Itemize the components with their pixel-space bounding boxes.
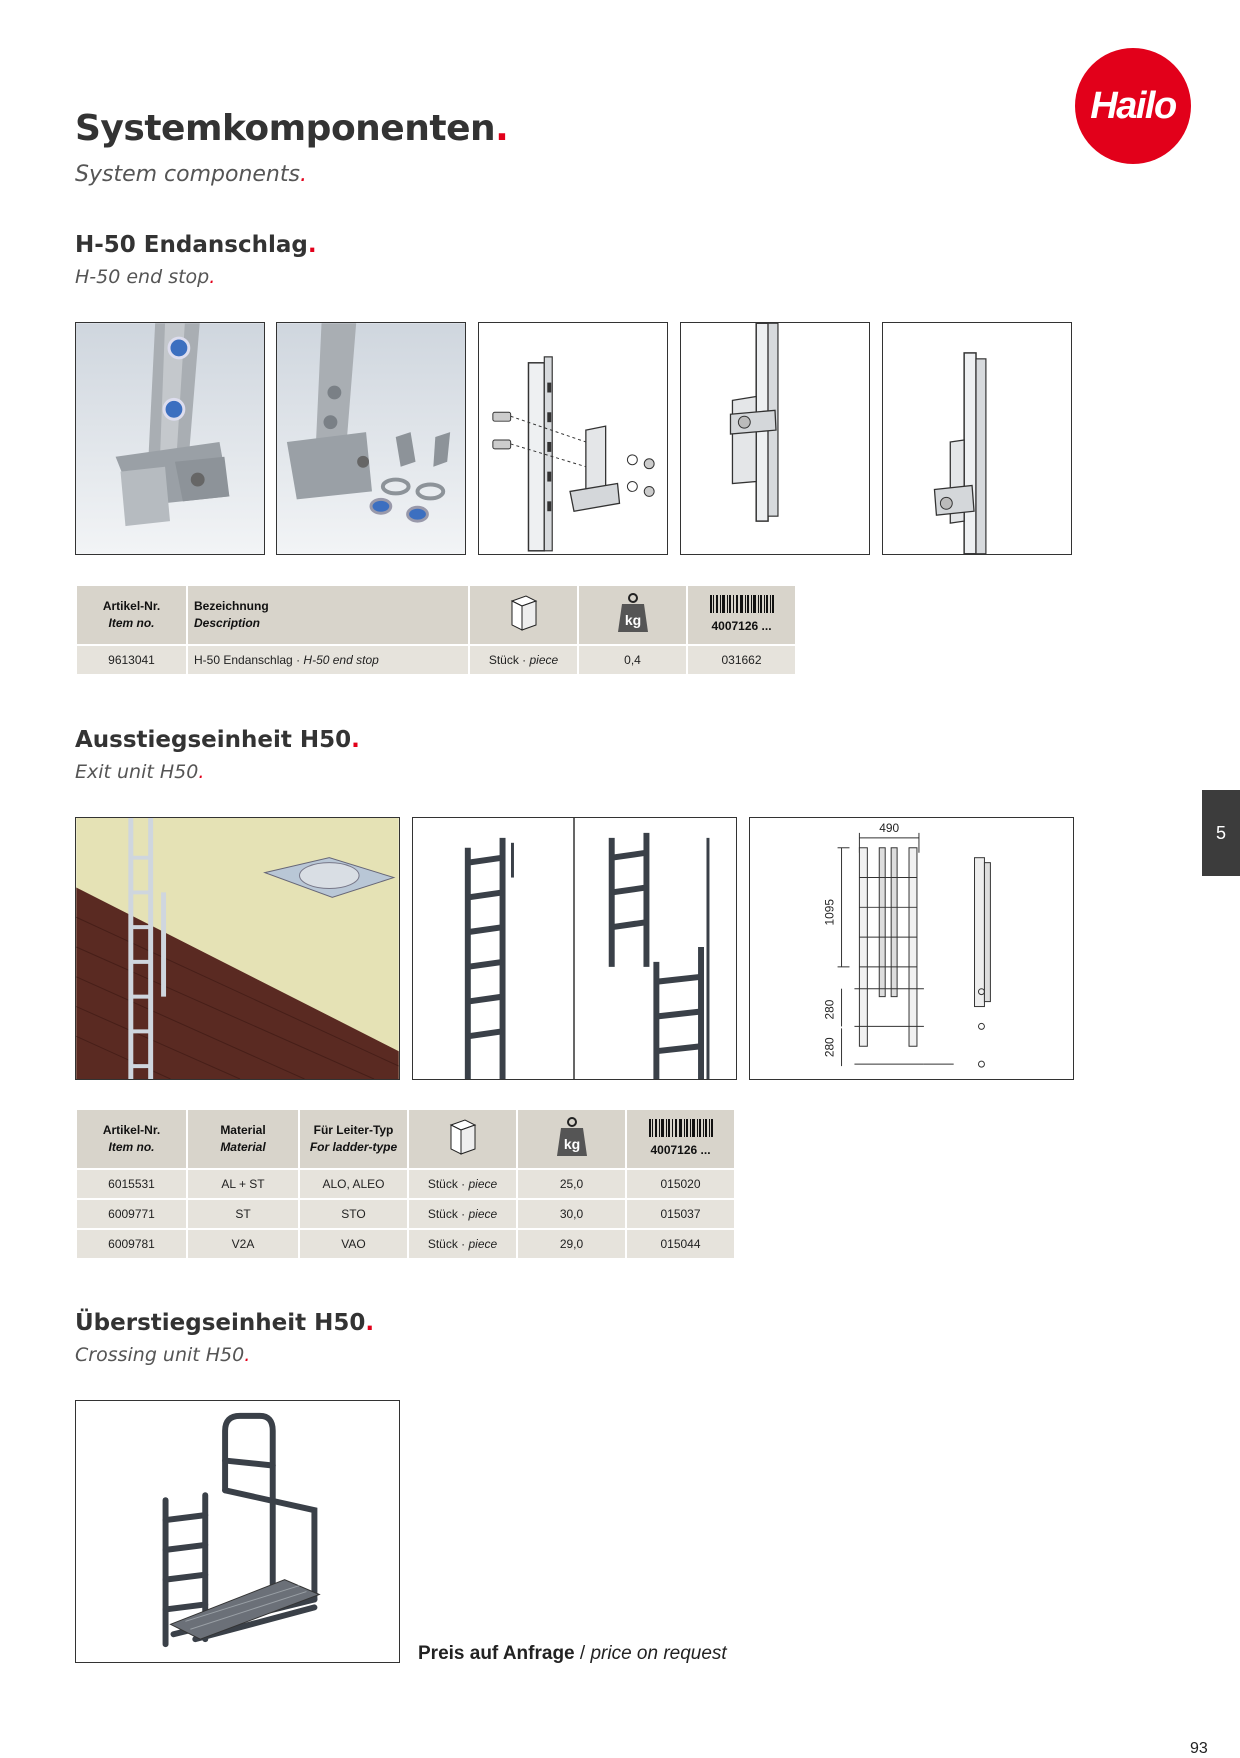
end-stop-drawing-mounted (680, 322, 870, 555)
exit-unit-drawings (412, 817, 737, 1080)
col-ean: 4007126 ... (627, 1110, 734, 1168)
end-stop-drawing-final (882, 322, 1072, 555)
barcode-icon (649, 1119, 713, 1137)
col-weight (579, 586, 686, 644)
page-title: Systemkomponenten. (75, 108, 509, 149)
cell-unit: Stück · piece (409, 1200, 516, 1228)
end-stop-table (75, 584, 797, 676)
cell-ladder-type: ALO, ALEO (300, 1170, 407, 1198)
cell-item-no: 6009771 (77, 1200, 186, 1228)
cell-ladder-type: VAO (300, 1230, 407, 1258)
cell-unit: Stück · piece (409, 1170, 516, 1198)
chapter-tab[interactable]: 5 (1202, 790, 1240, 876)
price-note: Preis auf Anfrage / price on request (418, 1643, 727, 1664)
cell-material: AL + ST (188, 1170, 298, 1198)
col-item-no: Artikel-Nr. Item no. (77, 586, 186, 644)
table-row (77, 1170, 734, 1198)
cell-material: V2A (188, 1230, 298, 1258)
col-item-no: Artikel-Nr. Item no. (77, 1110, 186, 1168)
cell-ean: 015037 (627, 1200, 734, 1228)
page-subtitle: System components. (75, 162, 307, 187)
cell-ladder-type: STO (300, 1200, 407, 1228)
dim-width: 490 (879, 820, 900, 835)
col-weight (518, 1110, 625, 1168)
dim-step-2: 280 (822, 1037, 837, 1058)
table-row (77, 1230, 734, 1258)
exit-unit-illustration (75, 817, 400, 1080)
cell-ean: 031662 (688, 646, 795, 674)
page-number: 93 (1190, 1740, 1208, 1757)
table-row (77, 1200, 734, 1228)
cell-ean: 015044 (627, 1230, 734, 1258)
cell-weight: 30,0 (518, 1200, 625, 1228)
cell-weight: 0,4 (579, 646, 686, 674)
section-subtitle-end-stop: H-50 end stop. (75, 266, 216, 288)
section-subtitle-exit-unit: Exit unit H50. (75, 761, 205, 783)
col-unit (470, 586, 577, 644)
cell-item-no: 6015531 (77, 1170, 186, 1198)
col-unit (409, 1110, 516, 1168)
cell-ean: 015020 (627, 1170, 734, 1198)
col-description: Bezeichnung Description (188, 586, 468, 644)
weight-kg-icon (555, 1116, 589, 1158)
svg-text:kg: kg (624, 611, 641, 628)
box-icon (508, 593, 540, 633)
exit-unit-dimension-drawing (749, 817, 1074, 1080)
section-title-exit-unit: Ausstiegseinheit H50. (75, 727, 360, 753)
cell-item-no: 6009781 (77, 1230, 186, 1258)
col-ladder-type: Für Leiter-Typ For ladder-type (300, 1110, 407, 1168)
cell-weight: 25,0 (518, 1170, 625, 1198)
box-icon (447, 1117, 479, 1157)
hailo-logo: Hailo (1075, 48, 1191, 164)
end-stop-drawing-exploded (478, 322, 668, 555)
section-title-end-stop: H-50 Endanschlag. (75, 232, 317, 258)
dim-step-1: 280 (822, 999, 837, 1020)
crossing-unit-drawing (75, 1400, 400, 1663)
weight-kg-icon (616, 592, 650, 634)
table-row (77, 646, 795, 674)
exit-unit-table (75, 1108, 736, 1260)
cell-unit: Stück · piece (470, 646, 577, 674)
cell-item-no: 9613041 (77, 646, 186, 674)
end-stop-photo-1 (75, 322, 265, 555)
cell-description: H-50 Endanschlag · H-50 end stop (188, 646, 468, 674)
cell-unit: Stück · piece (409, 1230, 516, 1258)
svg-text:kg: kg (563, 1135, 580, 1152)
barcode-icon (710, 595, 774, 613)
cell-material: ST (188, 1200, 298, 1228)
section-title-crossing-unit: Überstiegseinheit H50. (75, 1310, 375, 1336)
dim-height: 1095 (822, 899, 837, 926)
col-material: Material Material (188, 1110, 298, 1168)
section-subtitle-crossing-unit: Crossing unit H50. (75, 1344, 251, 1366)
cell-weight: 29,0 (518, 1230, 625, 1258)
col-ean: 4007126 ... (688, 586, 795, 644)
end-stop-photo-2 (276, 322, 466, 555)
